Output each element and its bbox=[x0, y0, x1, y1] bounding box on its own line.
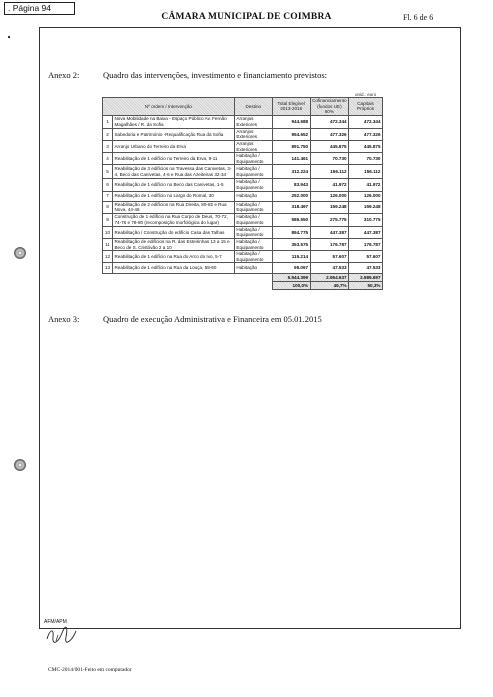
cofinancing-cell: 126.000 bbox=[310, 191, 348, 201]
table-row bbox=[103, 263, 383, 274]
table-row bbox=[103, 115, 383, 128]
totals-row-total: 5.944.399 bbox=[272, 274, 310, 282]
destination-cell: Habitação / Equipamento bbox=[234, 153, 272, 165]
own-capital-cell: 57.607 bbox=[349, 251, 383, 263]
own-capital-cell: 156.112 bbox=[349, 165, 383, 179]
initials-signature: AFM/APM bbox=[44, 619, 78, 647]
row-number: 4 bbox=[103, 153, 113, 165]
own-capital-cell: 41.972 bbox=[349, 179, 383, 191]
destination-cell: Habitação bbox=[234, 191, 272, 201]
annex3-label: Anexo 3: bbox=[48, 314, 80, 324]
own-capital-cell: 477.326 bbox=[349, 128, 383, 140]
intervention-cell: Sabedoria e Património -Requalificação Rua da Sofia bbox=[112, 128, 234, 140]
row-number: 5 bbox=[103, 165, 113, 179]
row-number: 6 bbox=[103, 179, 113, 191]
destination-cell: Habitação / Equipamento bbox=[234, 238, 272, 250]
document-header-title: CÂMARA MUNICIPAL DE COIMBRA bbox=[161, 12, 332, 22]
destination-cell: Arranjos Exteriores bbox=[234, 140, 272, 152]
table-row bbox=[103, 165, 383, 179]
col-header-destination: Destino bbox=[234, 98, 272, 116]
destination-cell: Habitação / Equipamento bbox=[234, 201, 272, 213]
table-row bbox=[103, 140, 383, 152]
totals-row-own: 2.989.697 bbox=[349, 274, 383, 282]
own-capital-cell: 126.000 bbox=[349, 191, 383, 201]
own-capital-cell: 176.787 bbox=[349, 238, 383, 250]
unit-note: unid.: euro bbox=[355, 92, 377, 97]
intervention-cell: Reabilitação de edifícios na R. das Esteirinhas 13 a 15 e Beco de S. Cristóvão 2 a 10 bbox=[112, 238, 234, 250]
punch-hole-icon bbox=[14, 247, 26, 259]
sheet-number: Fl. 6 de 6 bbox=[403, 13, 434, 22]
cofinancing-cell: 447.387 bbox=[310, 226, 348, 238]
row-number: 2 bbox=[103, 128, 113, 140]
row-number: 11 bbox=[103, 238, 113, 250]
total-cell: 95.067 bbox=[272, 263, 310, 274]
table-row bbox=[103, 128, 383, 140]
table-row bbox=[103, 201, 383, 213]
annex2-title: Quadro das intervenções, investimento e financiamento previstos: bbox=[103, 70, 328, 80]
signature-scribble bbox=[44, 625, 78, 645]
annex3-title: Quadro de execução Administrativa e Financeira em 05.01.2015 bbox=[103, 314, 322, 324]
empty-cell bbox=[234, 274, 272, 282]
intervention-cell: Construção de 1 edifício na Rua Corpo de Deus, 70-72, 74-76 e 78-80 (recomposição morfológica do lugar) bbox=[112, 213, 234, 226]
intervention-cell: Reabilitação de 2 edifícios na Rua Direita, 80-82 e Rua Nova, 44-46 bbox=[112, 201, 234, 213]
cofinancing-cell: 70.730 bbox=[310, 153, 348, 165]
empty-cell bbox=[103, 274, 113, 282]
cofinancing-cell: 156.112 bbox=[310, 165, 348, 179]
destination-cell: Habitação / Equipamento bbox=[234, 213, 272, 226]
table-row bbox=[103, 226, 383, 238]
destination-cell: Habitação bbox=[234, 263, 272, 274]
col-header-intervention: Nº ordem / Intervenção bbox=[103, 98, 235, 116]
intervention-cell: Arranjo Urbano do Terreiro da Erva bbox=[112, 140, 234, 152]
footer-reference: CMC-2014/001-Feito em computador bbox=[48, 667, 132, 673]
row-number: 13 bbox=[103, 263, 113, 274]
cofinancing-cell: 57.607 bbox=[310, 251, 348, 263]
total-cell: 894.775 bbox=[272, 226, 310, 238]
totals-row-cofin: 2.954.637 bbox=[310, 274, 348, 282]
empty-cell bbox=[112, 282, 234, 290]
total-cell: 954.652 bbox=[272, 128, 310, 140]
intervention-cell: Reabilitação / Construção do edifício Casa das Talhas bbox=[112, 226, 234, 238]
cofinancing-cell: 176.787 bbox=[310, 238, 348, 250]
row-number: 10 bbox=[103, 226, 113, 238]
interventions-table bbox=[102, 97, 383, 290]
cofinancing-cell: 477.326 bbox=[310, 128, 348, 140]
intervention-cell: Nova Mobilidade na Baixa - Espaço Público Av. Fernão Magalhães / R. da Sofia bbox=[112, 115, 234, 128]
destination-cell: Habitação / Equipamento bbox=[234, 251, 272, 263]
row-number: 12 bbox=[103, 251, 113, 263]
destination-cell: Habitação / Equipamento bbox=[234, 165, 272, 179]
intervention-cell: Reabilitação de 1 edifício no Largo do Romal, 30 bbox=[112, 191, 234, 201]
percent-row-cofin: 49,7% bbox=[310, 282, 348, 290]
col-header-total: Total Elegível 2013-2016 bbox=[272, 98, 310, 116]
own-capital-cell: 159.248 bbox=[349, 201, 383, 213]
total-cell: 252.000 bbox=[272, 191, 310, 201]
page-number-tag: . Página 94 bbox=[4, 2, 75, 15]
destination-cell: Arranjos Exteriores bbox=[234, 115, 272, 128]
table-row bbox=[103, 238, 383, 250]
intervention-cell: Reabilitação de 3 edifícios na Travessa das Canivetas, 3-4, Beco das Canivetas, 4-6 e Rua das Azeiteiras 32-34 bbox=[112, 165, 234, 179]
table-header-row bbox=[103, 98, 383, 116]
own-capital-cell: 70.730 bbox=[349, 153, 383, 165]
scan-mark bbox=[8, 36, 10, 38]
own-capital-cell: 447.387 bbox=[349, 226, 383, 238]
total-cell: 891.750 bbox=[272, 140, 310, 152]
percent-row bbox=[103, 282, 383, 290]
row-number: 8 bbox=[103, 201, 113, 213]
intervention-cell: Reabilitação de 1 edifício no Terreiro da Erva, 9-11 bbox=[112, 153, 234, 165]
total-cell: 312.224 bbox=[272, 165, 310, 179]
table-row bbox=[103, 153, 383, 165]
cofinancing-cell: 472.344 bbox=[310, 115, 348, 128]
table-row bbox=[103, 179, 383, 191]
percent-row-own: 50,3% bbox=[349, 282, 383, 290]
intervention-cell: Reabilitação de 1 edifício no Beco das Canivetas, 1-5 bbox=[112, 179, 234, 191]
total-cell: 141.461 bbox=[272, 153, 310, 165]
total-cell: 353.575 bbox=[272, 238, 310, 250]
cofinancing-cell: 275.775 bbox=[310, 213, 348, 226]
total-cell: 318.497 bbox=[272, 201, 310, 213]
total-cell: 83.943 bbox=[272, 179, 310, 191]
col-header-cofinancing: Cofinanciamento (fundos UE) 60% bbox=[312, 98, 347, 115]
intervention-cell: Reabilitação de 1 edifício na Rua do Arco do Ivo, 5-7 bbox=[112, 251, 234, 263]
annex2-label: Anexo 2: bbox=[48, 70, 80, 80]
row-number: 9 bbox=[103, 213, 113, 226]
table-row bbox=[103, 191, 383, 201]
total-cell: 586.550 bbox=[272, 213, 310, 226]
own-capital-cell: 310.775 bbox=[349, 213, 383, 226]
percent-row-total: 100,0% bbox=[272, 282, 310, 290]
cofinancing-cell: 47.533 bbox=[310, 263, 348, 274]
row-number: 3 bbox=[103, 140, 113, 152]
destination-cell: Habitação / Equipamento bbox=[234, 226, 272, 238]
row-number: 7 bbox=[103, 191, 113, 201]
own-capital-cell: 445.875 bbox=[349, 140, 383, 152]
intervention-cell: Reabilitação de 1 edifício na Rua da Louça, 58-60 bbox=[112, 263, 234, 274]
col-header-own-capital: Capitais Próprios bbox=[349, 98, 383, 116]
destination-cell: Habitação / Equipamento bbox=[234, 179, 272, 191]
empty-cell bbox=[103, 282, 113, 290]
totals-row bbox=[103, 274, 383, 282]
cofinancing-cell: 41.972 bbox=[310, 179, 348, 191]
cofinancing-cell: 159.248 bbox=[310, 201, 348, 213]
empty-cell bbox=[234, 282, 272, 290]
table-row bbox=[103, 213, 383, 226]
row-number: 1 bbox=[103, 115, 113, 128]
empty-cell bbox=[112, 274, 234, 282]
own-capital-cell: 472.344 bbox=[349, 115, 383, 128]
table-row bbox=[103, 251, 383, 263]
destination-cell: Arranjos Exteriores bbox=[234, 128, 272, 140]
total-cell: 115.214 bbox=[272, 251, 310, 263]
cofinancing-cell: 445.875 bbox=[310, 140, 348, 152]
total-cell: 944.688 bbox=[272, 115, 310, 128]
punch-hole-icon bbox=[14, 459, 26, 471]
own-capital-cell: 47.533 bbox=[349, 263, 383, 274]
